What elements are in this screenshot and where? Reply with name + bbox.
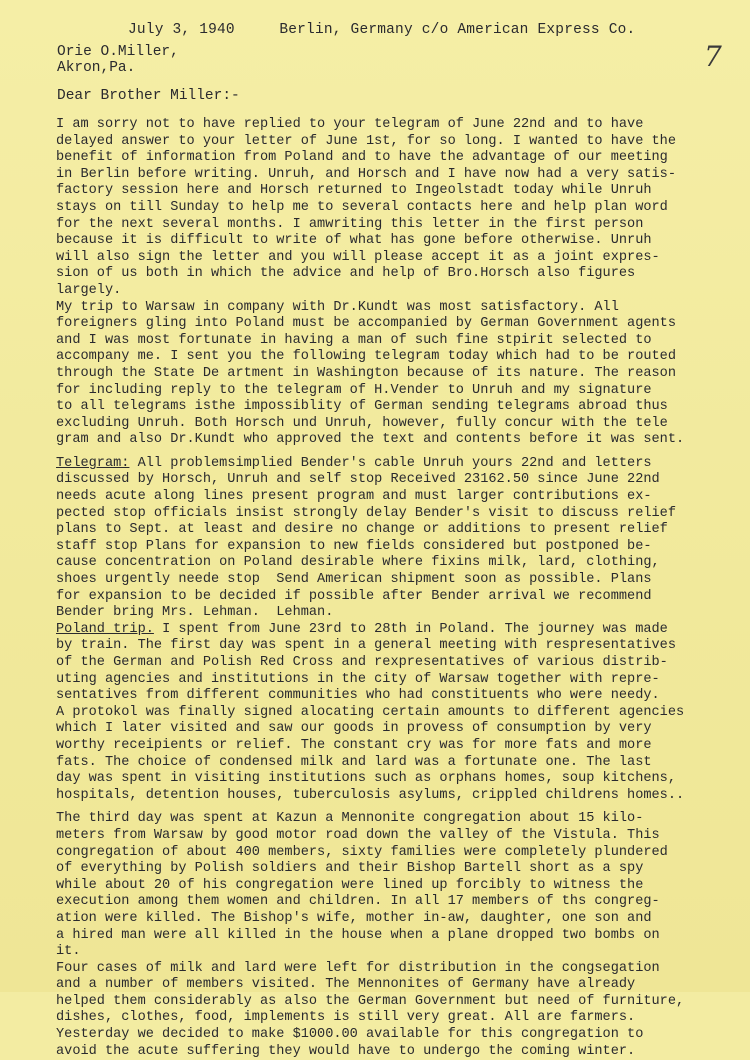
text-line: execution among them women and children. In all 17 members of ths congreg- xyxy=(56,894,660,910)
paragraph-telegram xyxy=(56,456,746,622)
text-line xyxy=(56,456,746,473)
poland-trip-label: Poland trip. xyxy=(56,621,154,637)
telegram-label: Telegram: xyxy=(56,455,130,471)
text-line: by train. The first day was spent in a general meeting with respresentatives xyxy=(56,638,676,654)
text-line: discussed by Horsch, Unruh and self stop Received 23162.50 since June 22nd xyxy=(56,472,660,488)
text-line xyxy=(56,622,746,639)
text-line: of everything by Polish soldiers and their Bishop Bartell short as a spy xyxy=(56,861,644,877)
paragraph-closing xyxy=(56,961,746,1060)
text-line: helped them considerably as also the German Government but need of furniture, xyxy=(56,993,685,1009)
paragraph-kazun xyxy=(56,811,746,960)
text-line: and a number of members visited. The Mennonites of Germany have already xyxy=(56,977,636,993)
text-line: accompany me. I sent you the following telegram today which had to be routed xyxy=(56,349,676,365)
paragraph-poland-trip xyxy=(56,622,746,805)
text-line: I am sorry not to have replied to your telegram of June 22nd and to have xyxy=(56,117,644,132)
text-line: day was spent in visiting institutions such as orphans homes, soup kitchens, xyxy=(56,771,676,787)
text-line: needs acute along lines present program and must larger contributions ex- xyxy=(56,489,652,505)
text-line: of the German and Polish Red Cross and rexpresentatives of various distrib- xyxy=(56,655,668,670)
letter-place: Berlin, Germany c/o American Express Co. xyxy=(279,22,636,38)
text-line: for expansion to be decided if possible after Bender arrival we recommend xyxy=(56,588,652,604)
text-line: A protokol was finally signed alocating certain amounts to different agencies xyxy=(56,704,685,720)
text-line: stays on till Sunday to help me to several contacts here and help plan word xyxy=(56,199,668,215)
text-line: while about 20 of his congregation were lined up forcibly to witness the xyxy=(56,877,644,893)
text-line: Yesterday we decided to make $1000.00 available for this congregation to xyxy=(56,1027,644,1043)
text-line: Bender bring Mrs. Lehman. Lehman. xyxy=(56,605,334,621)
text-line: uting agencies and institutions in the city of Warsaw together with repre- xyxy=(56,671,660,687)
page-number: 7 xyxy=(704,40,722,73)
text-line: a hired man were all killed in the house when a plane dropped two bombs on xyxy=(56,927,660,943)
text-line: congregation of about 400 members, sixty families were completely plundered xyxy=(56,844,668,860)
letter-body xyxy=(56,117,746,1060)
text-line: sion of us both in which the advice and help of Bro.Horsch also figures xyxy=(56,266,636,282)
salutation: Dear Brother Miller:- xyxy=(57,88,240,104)
text-line: to all telegrams isthe impossiblity of German sending telegrams abroad thus xyxy=(56,399,668,415)
text-line: hospitals, detention houses, tuberculosis asylums, crippled childrens homes.. xyxy=(56,787,685,803)
text-line: excluding Unruh. Both Horsch und Unruh, however, fully concur with the tele xyxy=(56,415,668,431)
text-line: will also sign the letter and you will please accept it as a joint expres- xyxy=(56,249,660,265)
text-line: shoes urgently neede stop Send American shipment soon as possible. Plans xyxy=(56,572,652,588)
text-line: pected stop officials insist strongly delay Bender's visit to discuss relief xyxy=(56,505,676,521)
text-line: meters from Warsaw by good motor road down the valley of the Vistula. This xyxy=(56,827,660,843)
poland-trip-text: I spent from June 23rd to 28th in Poland. The journey was made xyxy=(153,621,668,637)
letter-date: July 3, 1940 xyxy=(128,22,235,38)
text-line: benefit of information from Poland and to have the advantage of our meeting xyxy=(56,150,668,166)
text-line: for the next several months. I amwriting this letter in the first person xyxy=(56,216,644,232)
text-line: cause concentration on Poland desirable where fixins milk, lard, clothing, xyxy=(56,555,660,571)
text-line: largely. xyxy=(56,282,122,298)
text-line: plans to Sept. at least and desire no change or additions to present relief xyxy=(56,522,668,538)
text-line: gram and also Dr.Kundt who approved the text and contents before it was sent. xyxy=(56,432,685,448)
text-line: avoid the acute suffering they would have to undergo the coming winter. xyxy=(56,1043,636,1059)
text-line: fats. The choice of condensed milk and lard was a fortunate one. The last xyxy=(56,754,652,770)
recipient-city: Akron,Pa. xyxy=(57,60,136,76)
text-line: because it is difficult to write of what has gone before otherwise. Unruh xyxy=(56,233,652,249)
text-line: sentatives from different communities who had constituents who were needy. xyxy=(56,688,660,704)
text-line: for including reply to the telegram of H.Vender to Unruh and my signature xyxy=(56,382,652,398)
text-line: My trip to Warsaw in company with Dr.Kundt was most satisfactory. All xyxy=(56,299,619,315)
text-line: delayed answer to your letter of June 1st, for so long. I wanted to have the xyxy=(56,133,676,149)
text-line: in Berlin before writing. Unruh, and Horsch and I have now had a very satis- xyxy=(56,166,676,182)
text-line: and I was most fortunate in having a man of such fine stpirit selected to xyxy=(56,332,652,348)
recipient-name: Orie O.Miller, xyxy=(57,44,179,60)
text-line: ation were killed. The Bishop's wife, mother in-aw, daughter, one son and xyxy=(56,910,652,926)
text-line: The third day was spent at Kazun a Mennonite congregation about 15 kilo- xyxy=(56,811,644,827)
text-line: worthy receipients or relief. The constant cry was for more fats and more xyxy=(56,737,652,753)
text-line: Four cases of milk and lard were left for distribution in the congsegation xyxy=(56,960,660,976)
paragraph-warsaw-trip xyxy=(56,300,746,449)
text-line: it. xyxy=(56,944,81,960)
text-line: dishes, clothes, food, implements is still very great. All are farmers. xyxy=(56,1010,636,1026)
letter-header xyxy=(128,22,635,38)
text-line: foreigners gling into Poland must be accompanied by German Government agents xyxy=(56,316,676,332)
text-line: which I later visited and saw our goods in provess of consumption by very xyxy=(56,721,652,737)
text-line: factory session here and Horsch returned to Ingeolstadt today while Unruh xyxy=(56,183,652,199)
telegram-text: All problemsimplied Bender's cable Unruh yours 22nd and letters xyxy=(129,455,652,471)
text-line: staff stop Plans for expansion to new fields considered but postponed be- xyxy=(56,538,652,554)
text-line: through the State De artment in Washington because of its nature. The reason xyxy=(56,365,676,381)
paragraph-opening xyxy=(56,117,746,300)
